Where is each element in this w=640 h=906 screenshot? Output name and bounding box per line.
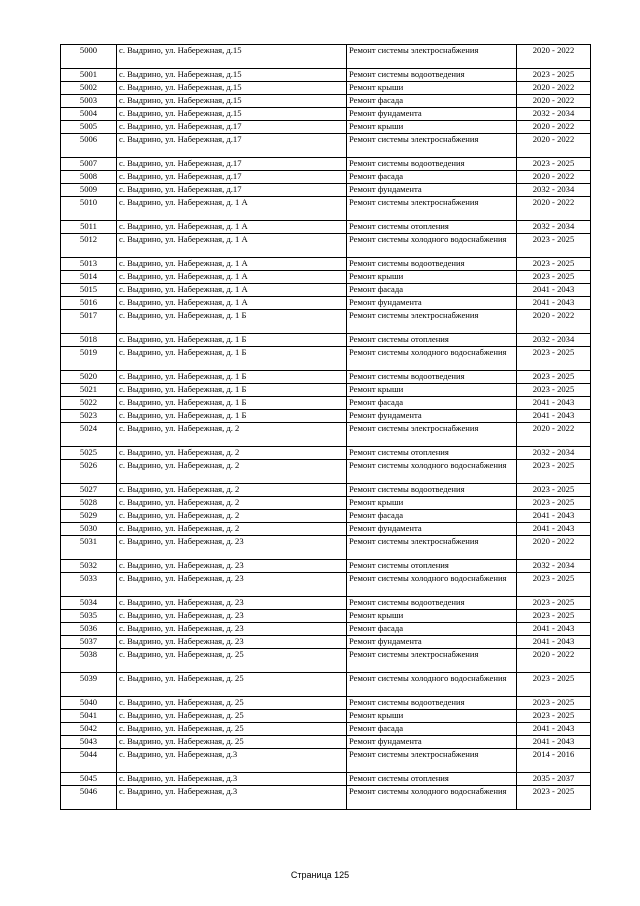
table-row (61, 197, 591, 221)
table-row (61, 334, 591, 347)
row-number-cell: 5037 (61, 636, 117, 649)
table-row (61, 45, 591, 69)
row-number-cell: 5046 (61, 786, 117, 810)
row-number-cell: 5032 (61, 560, 117, 573)
period-cell: 2023 - 2025 (517, 786, 591, 810)
table-row (61, 82, 591, 95)
work-type-cell: Ремонт крыши (347, 271, 517, 284)
row-number-cell: 5033 (61, 573, 117, 597)
table-row (61, 710, 591, 723)
period-cell: 2023 - 2025 (517, 460, 591, 484)
address-cell: с. Выдрино, ул. Набережная, д. 23 (117, 536, 347, 560)
address-cell: с. Выдрино, ул. Набережная, д. 1 Б (117, 334, 347, 347)
work-type-cell: Ремонт крыши (347, 384, 517, 397)
work-type-cell: Ремонт системы электроснабжения (347, 536, 517, 560)
work-type-cell: Ремонт системы водоотведения (347, 484, 517, 497)
address-cell: с. Выдрино, ул. Набережная, д. 25 (117, 710, 347, 723)
period-cell: 2023 - 2025 (517, 384, 591, 397)
address-cell: с. Выдрино, ул. Набережная, д. 25 (117, 649, 347, 673)
row-number-cell: 5020 (61, 371, 117, 384)
table-row (61, 649, 591, 673)
period-cell: 2023 - 2025 (517, 673, 591, 697)
address-cell: с. Выдрино, ул. Набережная, д. 1 Б (117, 384, 347, 397)
table-row (61, 723, 591, 736)
work-type-cell: Ремонт системы водоотведения (347, 597, 517, 610)
work-type-cell: Ремонт фундамента (347, 636, 517, 649)
row-number-cell: 5024 (61, 423, 117, 447)
period-cell: 2032 - 2034 (517, 221, 591, 234)
table-row (61, 597, 591, 610)
address-cell: с. Выдрино, ул. Набережная, д. 23 (117, 560, 347, 573)
table-row (61, 310, 591, 334)
address-cell: с. Выдрино, ул. Набережная, д. 2 (117, 447, 347, 460)
work-type-cell: Ремонт системы электроснабжения (347, 310, 517, 334)
row-number-cell: 5036 (61, 623, 117, 636)
work-type-cell: Ремонт фасада (347, 397, 517, 410)
table-row (61, 673, 591, 697)
address-cell: с. Выдрино, ул. Набережная, д.3 (117, 786, 347, 810)
row-number-cell: 5014 (61, 271, 117, 284)
table-row (61, 384, 591, 397)
work-type-cell: Ремонт системы холодного водоснабжения (347, 573, 517, 597)
row-number-cell: 5030 (61, 523, 117, 536)
period-cell: 2014 - 2016 (517, 749, 591, 773)
period-cell: 2020 - 2022 (517, 423, 591, 447)
address-cell: с. Выдрино, ул. Набережная, д. 1 А (117, 284, 347, 297)
row-number-cell: 5040 (61, 697, 117, 710)
period-cell: 2023 - 2025 (517, 347, 591, 371)
period-cell: 2023 - 2025 (517, 497, 591, 510)
address-cell: с. Выдрино, ул. Набережная, д. 1 А (117, 234, 347, 258)
table-row (61, 108, 591, 121)
period-cell: 2032 - 2034 (517, 560, 591, 573)
table-row (61, 234, 591, 258)
address-cell: с. Выдрино, ул. Набережная, д. 23 (117, 623, 347, 636)
address-cell: с. Выдрино, ул. Набережная, д. 1 Б (117, 347, 347, 371)
address-cell: с. Выдрино, ул. Набережная, д. 1 А (117, 221, 347, 234)
row-number-cell: 5034 (61, 597, 117, 610)
period-cell: 2023 - 2025 (517, 484, 591, 497)
work-type-cell: Ремонт системы холодного водоснабжения (347, 786, 517, 810)
row-number-cell: 5009 (61, 184, 117, 197)
table-row (61, 347, 591, 371)
row-number-cell: 5017 (61, 310, 117, 334)
row-number-cell: 5003 (61, 95, 117, 108)
table-row (61, 510, 591, 523)
work-type-cell: Ремонт системы электроснабжения (347, 45, 517, 69)
table-row (61, 460, 591, 484)
work-type-cell: Ремонт системы холодного водоснабжения (347, 234, 517, 258)
period-cell: 2032 - 2034 (517, 108, 591, 121)
address-cell: с. Выдрино, ул. Набережная, д. 23 (117, 610, 347, 623)
period-cell: 2020 - 2022 (517, 45, 591, 69)
address-cell: с. Выдрино, ул. Набережная, д. 25 (117, 673, 347, 697)
work-type-cell: Ремонт фундамента (347, 297, 517, 310)
address-cell: с. Выдрино, ул. Набережная, д.15 (117, 108, 347, 121)
row-number-cell: 5043 (61, 736, 117, 749)
address-cell: с. Выдрино, ул. Набережная, д. 2 (117, 423, 347, 447)
address-cell: с. Выдрино, ул. Набережная, д. 1 Б (117, 397, 347, 410)
address-cell: с. Выдрино, ул. Набережная, д.17 (117, 134, 347, 158)
period-cell: 2020 - 2022 (517, 95, 591, 108)
period-cell: 2020 - 2022 (517, 121, 591, 134)
row-number-cell: 5010 (61, 197, 117, 221)
work-type-cell: Ремонт фасада (347, 623, 517, 636)
address-cell: с. Выдрино, ул. Набережная, д. 1 А (117, 297, 347, 310)
period-cell: 2041 - 2043 (517, 736, 591, 749)
address-cell: с. Выдрино, ул. Набережная, д. 23 (117, 636, 347, 649)
row-number-cell: 5018 (61, 334, 117, 347)
row-number-cell: 5042 (61, 723, 117, 736)
row-number-cell: 5015 (61, 284, 117, 297)
table-row (61, 736, 591, 749)
row-number-cell: 5045 (61, 773, 117, 786)
period-cell: 2041 - 2043 (517, 623, 591, 636)
period-cell: 2041 - 2043 (517, 297, 591, 310)
table-row (61, 69, 591, 82)
table-row (61, 484, 591, 497)
work-type-cell: Ремонт фундамента (347, 523, 517, 536)
address-cell: с. Выдрино, ул. Набережная, д. 25 (117, 723, 347, 736)
period-cell: 2020 - 2022 (517, 171, 591, 184)
address-cell: с. Выдрино, ул. Набережная, д.17 (117, 184, 347, 197)
period-cell: 2041 - 2043 (517, 523, 591, 536)
table-row (61, 636, 591, 649)
table-row (61, 786, 591, 810)
address-cell: с. Выдрино, ул. Набережная, д. 25 (117, 697, 347, 710)
work-type-cell: Ремонт системы электроснабжения (347, 134, 517, 158)
period-cell: 2023 - 2025 (517, 158, 591, 171)
address-cell: с. Выдрино, ул. Набережная, д.3 (117, 749, 347, 773)
period-cell: 2023 - 2025 (517, 371, 591, 384)
row-number-cell: 5031 (61, 536, 117, 560)
work-type-cell: Ремонт фасада (347, 723, 517, 736)
table-row (61, 134, 591, 158)
table-row (61, 258, 591, 271)
table-row (61, 410, 591, 423)
address-cell: с. Выдрино, ул. Набережная, д. 2 (117, 497, 347, 510)
row-number-cell: 5012 (61, 234, 117, 258)
address-cell: с. Выдрино, ул. Набережная, д. 1 А (117, 197, 347, 221)
work-type-cell: Ремонт крыши (347, 121, 517, 134)
address-cell: с. Выдрино, ул. Набережная, д.17 (117, 171, 347, 184)
period-cell: 2023 - 2025 (517, 69, 591, 82)
period-cell: 2032 - 2034 (517, 334, 591, 347)
address-cell: с. Выдрино, ул. Набережная, д.15 (117, 45, 347, 69)
row-number-cell: 5000 (61, 45, 117, 69)
address-cell: с. Выдрино, ул. Набережная, д.15 (117, 95, 347, 108)
row-number-cell: 5011 (61, 221, 117, 234)
address-cell: с. Выдрино, ул. Набережная, д.15 (117, 82, 347, 95)
row-number-cell: 5028 (61, 497, 117, 510)
address-cell: с. Выдрино, ул. Набережная, д.3 (117, 773, 347, 786)
row-number-cell: 5005 (61, 121, 117, 134)
work-type-cell: Ремонт фундамента (347, 410, 517, 423)
period-cell: 2023 - 2025 (517, 610, 591, 623)
page-number: Страница 125 (290, 870, 350, 880)
work-type-cell: Ремонт системы отопления (347, 560, 517, 573)
period-cell: 2020 - 2022 (517, 197, 591, 221)
table-row (61, 573, 591, 597)
address-cell: с. Выдрино, ул. Набережная, д. 1 Б (117, 310, 347, 334)
work-type-cell: Ремонт фундамента (347, 736, 517, 749)
row-number-cell: 5019 (61, 347, 117, 371)
period-cell: 2032 - 2034 (517, 184, 591, 197)
work-type-cell: Ремонт системы водоотведения (347, 697, 517, 710)
work-type-cell: Ремонт системы холодного водоснабжения (347, 673, 517, 697)
row-number-cell: 5002 (61, 82, 117, 95)
work-type-cell: Ремонт крыши (347, 610, 517, 623)
row-number-cell: 5026 (61, 460, 117, 484)
table-row (61, 371, 591, 384)
address-cell: с. Выдрино, ул. Набережная, д. 23 (117, 597, 347, 610)
table-row (61, 536, 591, 560)
table-row (61, 610, 591, 623)
period-cell: 2023 - 2025 (517, 710, 591, 723)
table-row (61, 158, 591, 171)
row-number-cell: 5007 (61, 158, 117, 171)
work-type-cell: Ремонт фасада (347, 171, 517, 184)
address-cell: с. Выдрино, ул. Набережная, д.17 (117, 121, 347, 134)
row-number-cell: 5001 (61, 69, 117, 82)
address-cell: с. Выдрино, ул. Набережная, д. 23 (117, 573, 347, 597)
table-row (61, 297, 591, 310)
period-cell: 2041 - 2043 (517, 397, 591, 410)
period-cell: 2023 - 2025 (517, 258, 591, 271)
work-type-cell: Ремонт системы электроснабжения (347, 649, 517, 673)
period-cell: 2023 - 2025 (517, 573, 591, 597)
period-cell: 2041 - 2043 (517, 284, 591, 297)
period-cell: 2023 - 2025 (517, 697, 591, 710)
address-cell: с. Выдрино, ул. Набережная, д. 1 Б (117, 410, 347, 423)
row-number-cell: 5004 (61, 108, 117, 121)
row-number-cell: 5006 (61, 134, 117, 158)
period-cell: 2020 - 2022 (517, 536, 591, 560)
table-row (61, 184, 591, 197)
address-cell: с. Выдрино, ул. Набережная, д. 25 (117, 736, 347, 749)
row-number-cell: 5016 (61, 297, 117, 310)
period-cell: 2032 - 2034 (517, 447, 591, 460)
row-number-cell: 5035 (61, 610, 117, 623)
row-number-cell: 5021 (61, 384, 117, 397)
period-cell: 2023 - 2025 (517, 597, 591, 610)
row-number-cell: 5044 (61, 749, 117, 773)
work-type-cell: Ремонт фундамента (347, 184, 517, 197)
row-number-cell: 5039 (61, 673, 117, 697)
address-cell: с. Выдрино, ул. Набережная, д. 2 (117, 510, 347, 523)
table-row (61, 121, 591, 134)
work-type-cell: Ремонт системы отопления (347, 447, 517, 460)
table-row (61, 284, 591, 297)
table-row (61, 95, 591, 108)
table-row (61, 560, 591, 573)
repair-schedule-table (60, 44, 591, 810)
work-type-cell: Ремонт фундамента (347, 108, 517, 121)
work-type-cell: Ремонт системы электроснабжения (347, 749, 517, 773)
address-cell: с. Выдрино, ул. Набережная, д. 2 (117, 460, 347, 484)
period-cell: 2041 - 2043 (517, 510, 591, 523)
work-type-cell: Ремонт системы водоотведения (347, 371, 517, 384)
work-type-cell: Ремонт системы холодного водоснабжения (347, 347, 517, 371)
row-number-cell: 5027 (61, 484, 117, 497)
period-cell: 2020 - 2022 (517, 649, 591, 673)
period-cell: 2035 - 2037 (517, 773, 591, 786)
table-row (61, 221, 591, 234)
address-cell: с. Выдрино, ул. Набережная, д. 1 А (117, 271, 347, 284)
period-cell: 2020 - 2022 (517, 134, 591, 158)
table-body (61, 45, 591, 810)
address-cell: с. Выдрино, ул. Набережная, д. 2 (117, 523, 347, 536)
table-row (61, 423, 591, 447)
work-type-cell: Ремонт крыши (347, 497, 517, 510)
table-row (61, 773, 591, 786)
address-cell: с. Выдрино, ул. Набережная, д.15 (117, 69, 347, 82)
period-cell: 2041 - 2043 (517, 410, 591, 423)
address-cell: с. Выдрино, ул. Набережная, д.17 (117, 158, 347, 171)
row-number-cell: 5038 (61, 649, 117, 673)
period-cell: 2020 - 2022 (517, 310, 591, 334)
work-type-cell: Ремонт системы отопления (347, 334, 517, 347)
period-cell: 2023 - 2025 (517, 234, 591, 258)
table-row (61, 697, 591, 710)
row-number-cell: 5008 (61, 171, 117, 184)
table-row (61, 447, 591, 460)
address-cell: с. Выдрино, ул. Набережная, д. 1 А (117, 258, 347, 271)
table-row (61, 523, 591, 536)
address-cell: с. Выдрино, ул. Набережная, д. 2 (117, 484, 347, 497)
period-cell: 2041 - 2043 (517, 636, 591, 649)
row-number-cell: 5023 (61, 410, 117, 423)
work-type-cell: Ремонт системы отопления (347, 221, 517, 234)
work-type-cell: Ремонт системы холодного водоснабжения (347, 460, 517, 484)
work-type-cell: Ремонт системы водоотведения (347, 258, 517, 271)
row-number-cell: 5022 (61, 397, 117, 410)
table-row (61, 397, 591, 410)
address-cell: с. Выдрино, ул. Набережная, д. 1 Б (117, 371, 347, 384)
table-row (61, 271, 591, 284)
work-type-cell: Ремонт системы водоотведения (347, 158, 517, 171)
row-number-cell: 5029 (61, 510, 117, 523)
table-row (61, 749, 591, 773)
work-type-cell: Ремонт фасада (347, 95, 517, 108)
work-type-cell: Ремонт фасада (347, 510, 517, 523)
work-type-cell: Ремонт крыши (347, 710, 517, 723)
period-cell: 2023 - 2025 (517, 271, 591, 284)
row-number-cell: 5025 (61, 447, 117, 460)
work-type-cell: Ремонт системы водоотведения (347, 69, 517, 82)
work-type-cell: Ремонт системы отопления (347, 773, 517, 786)
row-number-cell: 5041 (61, 710, 117, 723)
table-row (61, 623, 591, 636)
table-row (61, 171, 591, 184)
work-type-cell: Ремонт системы электроснабжения (347, 423, 517, 447)
work-type-cell: Ремонт фасада (347, 284, 517, 297)
period-cell: 2020 - 2022 (517, 82, 591, 95)
row-number-cell: 5013 (61, 258, 117, 271)
period-cell: 2041 - 2043 (517, 723, 591, 736)
work-type-cell: Ремонт системы электроснабжения (347, 197, 517, 221)
table-row (61, 497, 591, 510)
work-type-cell: Ремонт крыши (347, 82, 517, 95)
